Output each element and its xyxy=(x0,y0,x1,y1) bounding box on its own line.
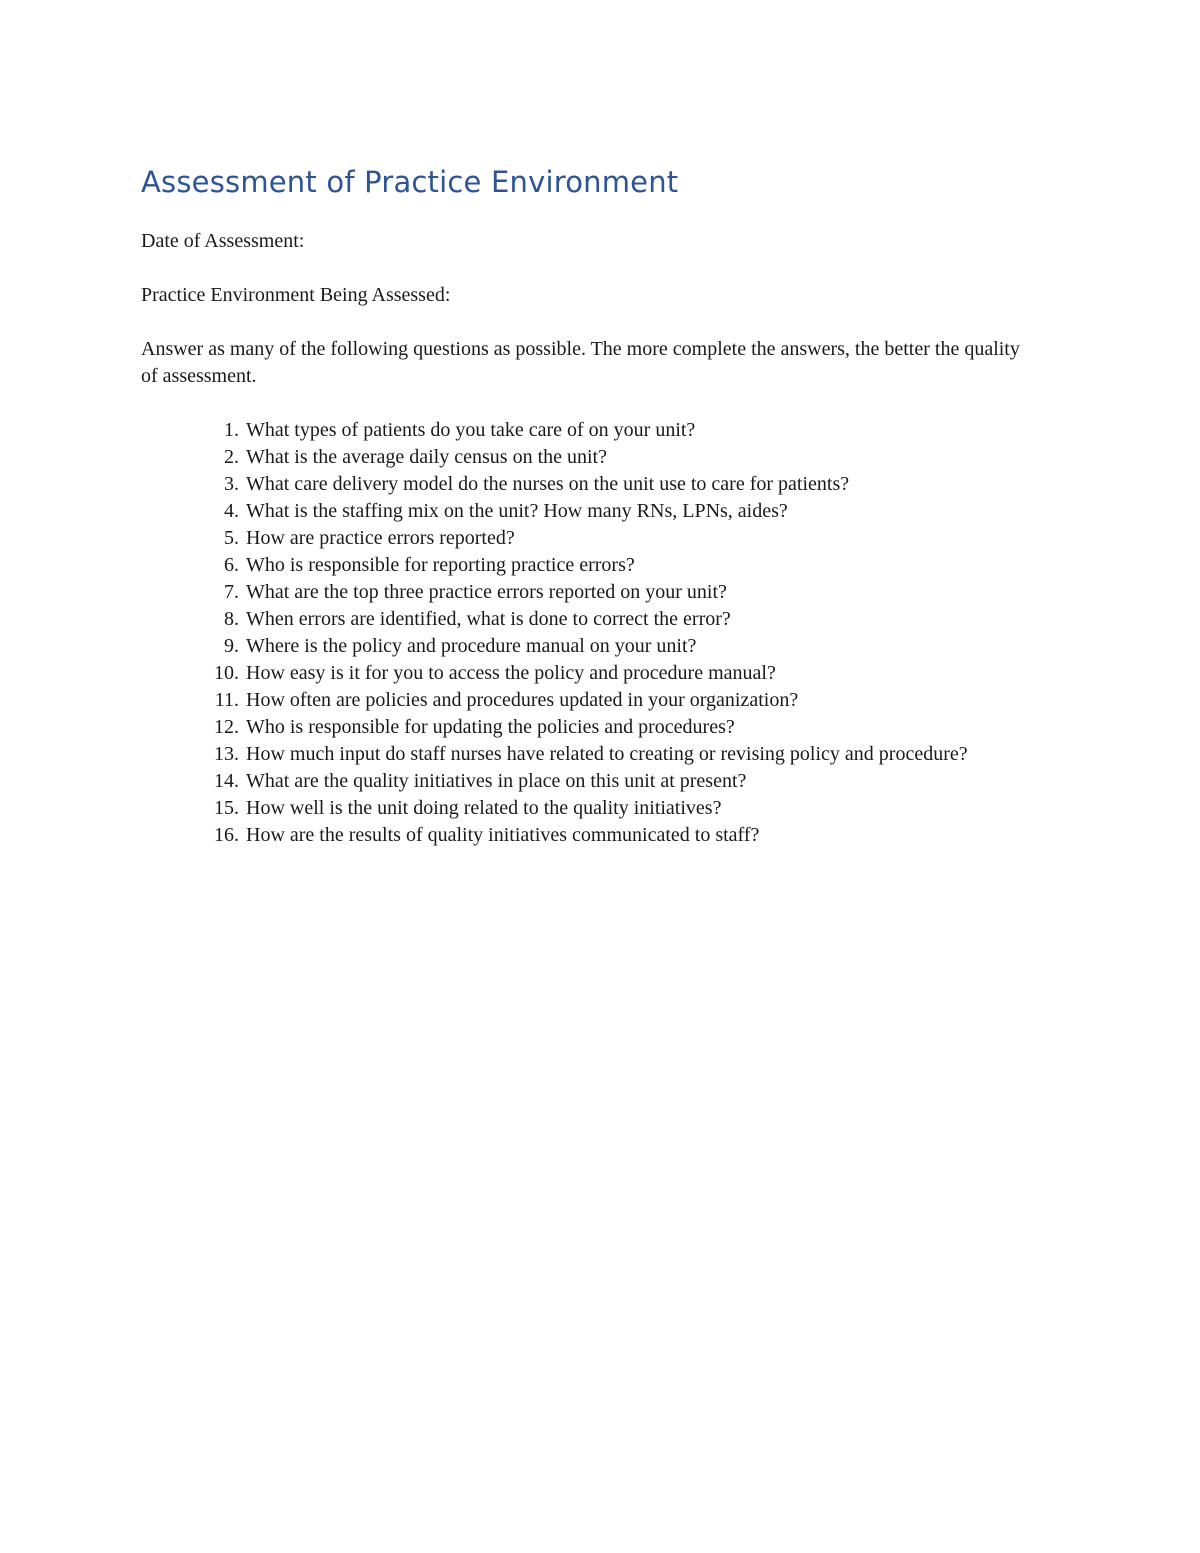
list-item xyxy=(141,471,1021,498)
question-text: What are the quality initiatives in place on this unit at present? xyxy=(246,770,747,792)
list-item xyxy=(141,444,1021,471)
list-item xyxy=(141,741,1021,768)
practice-environment-label: Practice Environment Being Assessed: xyxy=(141,284,451,306)
question-number: 8. xyxy=(224,608,239,630)
question-number: 13. xyxy=(214,743,239,765)
document-body xyxy=(141,164,1021,849)
question-text: What is the average daily census on the unit? xyxy=(246,446,607,468)
question-number: 10. xyxy=(214,662,239,684)
document-title: Assessment of Practice Environment xyxy=(141,165,679,199)
question-number: 1. xyxy=(224,419,239,441)
question-text: What types of patients do you take care of on your unit? xyxy=(246,419,696,441)
list-item xyxy=(141,822,1021,849)
question-text: How are the results of quality initiatives communicated to staff? xyxy=(246,824,760,846)
question-number: 11. xyxy=(214,689,239,711)
question-text: Who is responsible for updating the policies and procedures? xyxy=(246,716,735,738)
question-number: 7. xyxy=(224,581,239,603)
question-number: 15. xyxy=(214,797,239,819)
question-text: How much input do staff nurses have related to creating or revising policy and procedure? xyxy=(246,743,968,765)
question-number: 5. xyxy=(224,527,239,549)
question-text: What is the staffing mix on the unit? How many RNs, LPNs, aides? xyxy=(246,500,788,522)
date-of-assessment-label: Date of Assessment: xyxy=(141,230,305,252)
question-number: 3. xyxy=(224,473,239,495)
question-text: Where is the policy and procedure manual on your unit? xyxy=(246,635,697,657)
list-item xyxy=(141,606,1021,633)
question-text: How well is the unit doing related to the quality initiatives? xyxy=(246,797,722,819)
question-number: 14. xyxy=(214,770,239,792)
question-text: When errors are identified, what is done to correct the error? xyxy=(246,608,731,630)
instructions-paragraph: Answer as many of the following questions as possible. The more complete the answers, the better the quality of assessment. xyxy=(141,338,1020,387)
question-text: How easy is it for you to access the policy and procedure manual? xyxy=(246,662,776,684)
list-item xyxy=(141,660,1021,687)
question-list xyxy=(141,417,1021,849)
list-item xyxy=(141,579,1021,606)
question-number: 4. xyxy=(224,500,239,522)
list-item xyxy=(141,552,1021,579)
list-item xyxy=(141,768,1021,795)
list-item xyxy=(141,498,1021,525)
question-text: What care delivery model do the nurses on the unit use to care for patients? xyxy=(246,473,850,495)
question-text: Who is responsible for reporting practice errors? xyxy=(246,554,635,576)
question-number: 12. xyxy=(214,716,239,738)
question-text: What are the top three practice errors reported on your unit? xyxy=(246,581,727,603)
list-item xyxy=(141,417,1021,444)
list-item xyxy=(141,714,1021,741)
question-text: How are practice errors reported? xyxy=(246,527,515,549)
question-number: 16. xyxy=(214,824,239,846)
list-item xyxy=(141,687,1021,714)
list-item xyxy=(141,633,1021,660)
question-number: 6. xyxy=(224,554,239,576)
question-number: 9. xyxy=(224,635,239,657)
question-number: 2. xyxy=(224,446,239,468)
question-text: How often are policies and procedures updated in your organization? xyxy=(246,689,799,711)
list-item xyxy=(141,525,1021,552)
list-item xyxy=(141,795,1021,822)
